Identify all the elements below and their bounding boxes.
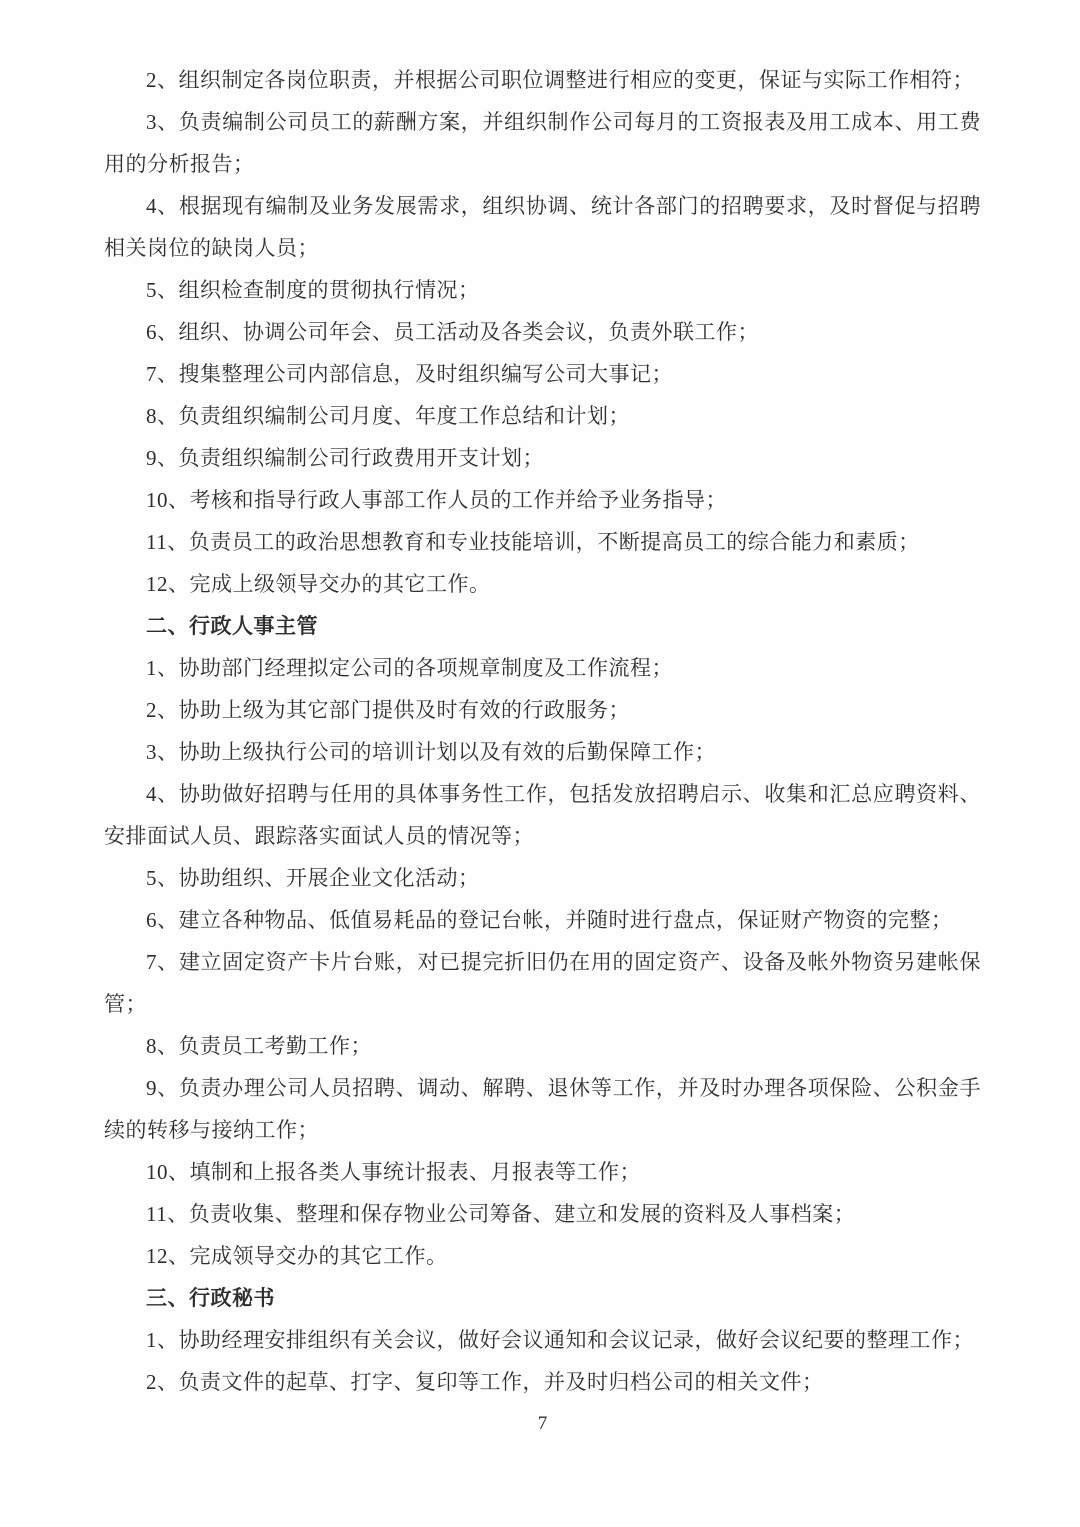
paragraph: 6、建立各种物品、低值易耗品的登记台帐，并随时进行盘点，保证财产物资的完整； xyxy=(146,908,953,932)
section-heading: 二、行政人事主管 xyxy=(146,614,318,638)
paragraph: 5、组织检查制度的贯彻执行情况； xyxy=(146,278,480,302)
paragraph: 9、负责办理公司人员招聘、调动、解聘、退休等工作，并及时办理各项保险、公积金手续的转移与接纳工作； xyxy=(104,1076,981,1142)
document-body xyxy=(104,59,981,1403)
paragraph: 6、组织、协调公司年会、员工活动及各类会议，负责外联工作； xyxy=(146,320,759,344)
paragraph: 1、协助部门经理拟定公司的各项规章制度及工作流程； xyxy=(146,656,673,680)
paragraph: 3、负责编制公司员工的薪酬方案，并组织制作公司每月的工资报表及用工成本、用工费用的分析报告； xyxy=(104,110,981,176)
paragraph: 8、负责组织编制公司月度、年度工作总结和计划； xyxy=(146,404,630,428)
paragraph: 7、搜集整理公司内部信息，及时组织编写公司大事记； xyxy=(146,362,673,386)
paragraph: 10、考核和指导行政人事部工作人员的工作并给予业务指导； xyxy=(146,488,727,512)
paragraph: 2、组织制定各岗位职责，并根据公司职位调整进行相应的变更，保证与实际工作相符； xyxy=(146,68,974,92)
paragraph: 5、协助组织、开展企业文化活动； xyxy=(146,866,480,890)
paragraph: 1、协助经理安排组织有关会议，做好会议通知和会议记录，做好会议纪要的整理工作； xyxy=(146,1328,974,1352)
paragraph: 10、填制和上报各类人事统计报表、月报表等工作； xyxy=(146,1160,641,1184)
paragraph: 11、负责收集、整理和保存物业公司筹备、建立和发展的资料及人事档案； xyxy=(146,1202,856,1226)
paragraph: 3、协助上级执行公司的培训计划以及有效的后勤保障工作； xyxy=(146,740,716,764)
paragraph: 4、根据现有编制及业务发展需求，组织协调、统计各部门的招聘要求，及时督促与招聘相关岗位的缺岗人员； xyxy=(104,194,981,260)
paragraph: 9、负责组织编制公司行政费用开支计划； xyxy=(146,446,544,470)
section-heading: 三、行政秘书 xyxy=(146,1286,275,1310)
paragraph: 12、完成上级领导交办的其它工作。 xyxy=(146,572,491,596)
paragraph: 11、负责员工的政治思想教育和专业技能培训，不断提高员工的综合能力和素质； xyxy=(146,530,920,554)
page-number: 7 xyxy=(537,1413,548,1434)
paragraph: 2、负责文件的起草、打字、复印等工作，并及时归档公司的相关文件； xyxy=(146,1370,824,1394)
paragraph: 7、建立固定资产卡片台账，对已提完折旧仍在用的固定资产、设备及帐外物资另建帐保管； xyxy=(104,950,981,1016)
paragraph: 4、协助做好招聘与任用的具体事务性工作，包括发放招聘启示、收集和汇总应聘资料、安排面试人员、跟踪落实面试人员的情况等； xyxy=(104,782,981,848)
paragraph: 8、负责员工考勤工作； xyxy=(146,1034,372,1058)
paragraph: 12、完成领导交办的其它工作。 xyxy=(146,1244,448,1268)
paragraph: 2、协助上级为其它部门提供及时有效的行政服务； xyxy=(146,698,630,722)
